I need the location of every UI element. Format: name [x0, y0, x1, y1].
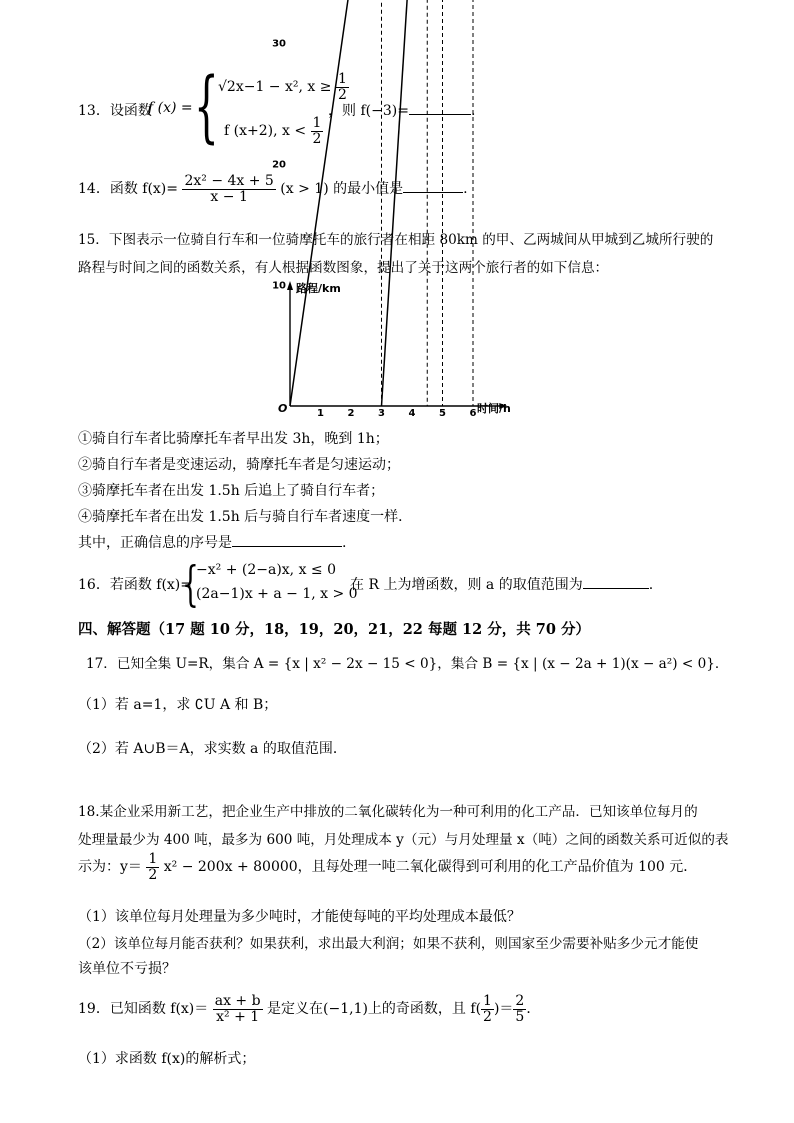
q17-part1: （1）若 a=1，求 ∁U A 和 B；: [78, 697, 278, 713]
q14-end: .: [463, 181, 468, 198]
x-tick-label-4: 4: [408, 408, 416, 419]
y-tick-label-10: 10: [272, 280, 286, 292]
q16: [78, 556, 654, 612]
q14-number: 14．函数 f(x)=: [78, 181, 178, 198]
q16-answer-blank[interactable]: [583, 574, 649, 589]
q16-end: .: [648, 577, 654, 593]
q13-fx: f (x) =: [148, 100, 193, 116]
y-tick-label-20: 20: [272, 159, 286, 171]
q19-arg-den: 2: [483, 1008, 492, 1025]
q15-line2: 路程与时间之间的函数关系，有人根据函数图象，提出了关于这两个旅行者的如下信息：: [78, 260, 609, 276]
q16-brace: {: [182, 556, 199, 612]
q14-frac: [182, 174, 275, 204]
q13-brace: {: [194, 62, 219, 152]
q19-pre: 19．已知函数 f(x)＝: [78, 1001, 209, 1018]
x-axis-label: 时间/h: [477, 402, 511, 415]
q18-part2a: （2）该单位每月能否获利？如果获利，求出最大利润；如果不获利，则国家至少需要补贴多少元才能使: [78, 936, 699, 952]
q18-part2b: 该单位不亏损？: [78, 961, 176, 977]
q13-tail: [328, 100, 475, 120]
q13-tail-text: ，则 f(−3)=: [328, 103, 409, 119]
x-tick-label-6: 6: [469, 408, 477, 419]
q18-frac-num: 1: [148, 851, 158, 867]
q15-line1: 15．下图表示一位骑自行车和一位骑摩托车的旅行者在相距 80km 的甲、乙两城间从甲城到乙城所行驶的: [78, 232, 714, 248]
q13-case2-den: 2: [312, 130, 322, 147]
q13-case1-den: 2: [337, 86, 347, 103]
q18-line3-post: x² − 200x + 80000，且每处理一吨二氧化碳得到可利用的化工产品价值为 100 元．: [163, 859, 698, 876]
q18-part1: （1）该单位每月处理量为多少吨时，才能使每吨的平均处理成本最低？: [78, 909, 521, 925]
q18-frac: [146, 852, 159, 882]
q19-frac-den: x² + 1: [216, 1008, 260, 1025]
q14-cond: (x > 1) 的最小值是: [280, 181, 404, 198]
q19-val-num: 2: [515, 993, 525, 1009]
q14: [78, 174, 468, 204]
q16-number: 16．若函数 f(x)=: [78, 577, 192, 593]
q15-item-2: ②骑自行车者是变速运动，骑摩托车者是匀速运动；: [78, 457, 400, 473]
x-tick-label-3: 3: [378, 408, 385, 419]
y-tick-label-30: 30: [272, 38, 286, 50]
q17-part2: （2）若 A∪B＝A，求实数 a 的取值范围．: [78, 741, 347, 757]
q19-arg-num: 1: [483, 993, 492, 1009]
q15-item-4: ④骑摩托车者在出发 1.5h 后与骑自行车者速度一样．: [78, 509, 413, 525]
q18-frac-den: 2: [148, 866, 158, 883]
q14-answer-blank[interactable]: [403, 178, 463, 193]
q15-ask: [78, 532, 346, 552]
q13-case1-num: 1: [337, 71, 347, 87]
q17-line1: 17．已知全集 U=R，集合 A = {x | x² − 2x − 15 < 0}，集合 B = {x | (x − 2a + 1)(x − a²) < 0}．: [86, 656, 729, 672]
q19-frac-num: ax + b: [214, 993, 261, 1009]
q19-frac: [213, 994, 263, 1024]
q13-answer-blank[interactable]: [409, 100, 471, 115]
q19-part1: （1）求函数 f(x)的解析式；: [78, 1051, 256, 1067]
q15-ask-text: 其中，正确信息的序号是: [78, 535, 232, 551]
q15-end: .: [342, 535, 347, 551]
q13-case2: [224, 116, 323, 146]
x-tick-label-2: 2: [347, 408, 355, 419]
q13-case2-frac: [311, 116, 324, 146]
q15-item-3: ③骑摩托车者在出发 1.5h 后追上了骑自行车者；: [78, 483, 385, 499]
q19: [78, 994, 540, 1024]
q18-line1: 18.某企业采用新工艺，把企业生产中排放的二氧化碳转化为一种可利用的化工产品．已知该单位每月的: [78, 804, 698, 820]
y-axis-arrow: [287, 281, 293, 290]
q19-mid: 是定义在(−1,1)上的奇函数，且 f(: [267, 1001, 482, 1018]
q13-case2-num: 1: [312, 115, 322, 131]
y-axis-label: 路程/km: [296, 282, 341, 295]
q13: [78, 62, 508, 152]
x-tick-label-5: 5: [439, 408, 446, 419]
q14-frac-den: x − 1: [210, 188, 248, 205]
q13-case1-expr: √2x−1 − x², x ≥: [218, 79, 332, 96]
q13-number: 13．设函数: [78, 103, 152, 119]
q19-eq: )＝: [493, 1001, 514, 1018]
q18-line3: [78, 852, 697, 882]
q16-case1: −x² + (2−a)x, x ≤ 0: [196, 562, 337, 578]
q15-answer-blank[interactable]: [232, 532, 342, 547]
origin-label: O: [278, 402, 288, 415]
q15-item-1: ①骑自行车者比骑摩托车者早出发 3h，晚到 1h；: [78, 431, 389, 447]
q18-line3-pre: 示为：y＝: [78, 859, 142, 876]
q13-case1-frac: [336, 72, 349, 102]
q13-case1: [218, 72, 349, 102]
section4-title: 四、解答题（17 题 10 分，18，19，20，21，22 每题 12 分，共 70 分）: [78, 621, 590, 638]
q18-line2: 处理量最少为 400 吨，最多为 600 吨，月处理成本 y（元）与月处理量 x（吨）之间的函数关系可近似的表: [78, 832, 729, 848]
q16-tail: [350, 574, 653, 594]
q19-val-den: 5: [515, 1008, 525, 1025]
q16-case2: (2a−1)x + a − 1, x > 0: [196, 586, 358, 602]
q14-frac-num: 2x² − 4x + 5: [184, 173, 274, 189]
q19-val-frac: [513, 994, 526, 1024]
q19-arg-frac: [481, 994, 494, 1024]
q13-end: .: [470, 103, 476, 119]
q16-tail-text: 在 R 上为增函数，则 a 的取值范围为: [350, 577, 583, 593]
q19-end: ．: [526, 1001, 541, 1018]
q13-case2-expr: f (x+2), x <: [224, 123, 307, 140]
x-tick-label-1: 1: [317, 408, 324, 419]
